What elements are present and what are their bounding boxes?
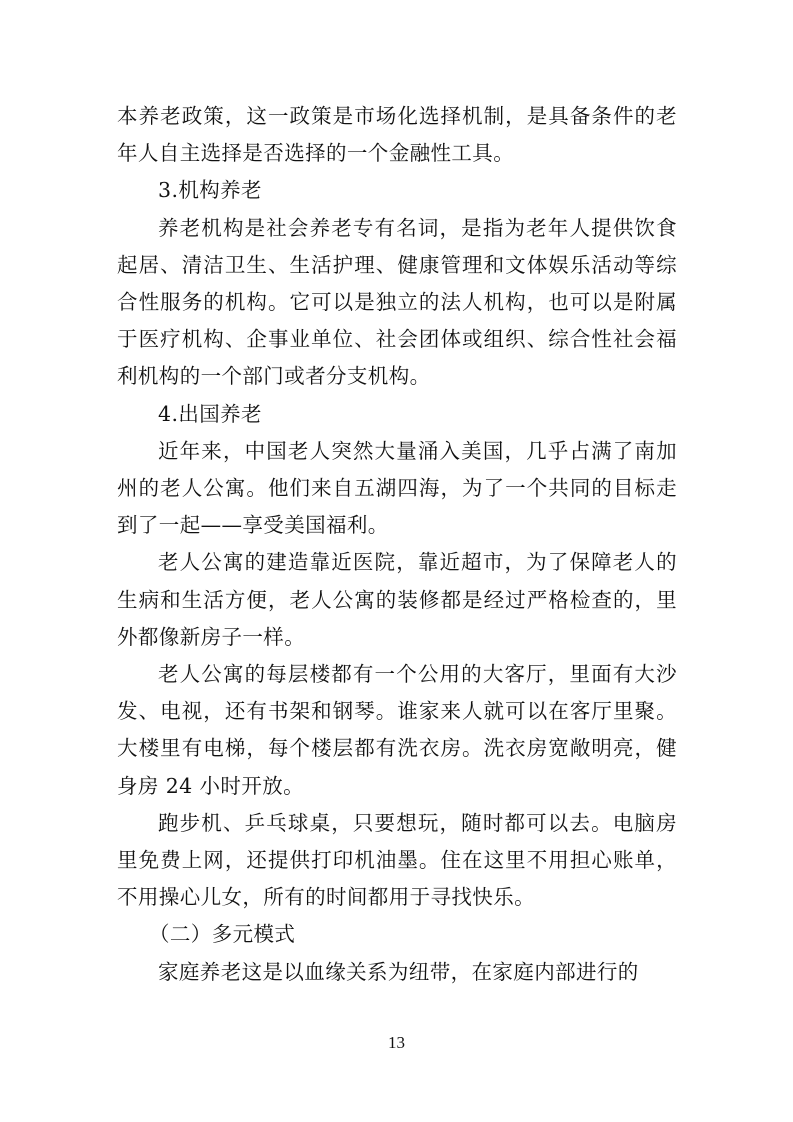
paragraph-apartment-facilities: 老人公寓的每层楼都有一个公用的大客厅，里面有大沙发、电视，还有书架和钢琴。谁家来人就可以在客厅里聚。大楼里有电梯，每个楼层都有洗衣房。洗衣房宽敞明亮，健身房 24 小时开放。 (117, 662, 677, 798)
page-number: 13 (388, 1033, 405, 1052)
paragraph-institutional-care: 养老机构是社会养老专有名词，是指为老年人提供饮食起居、清洁卫生、生活护理、健康管理和文体娱乐活动等综合性服务的机构。它可以是独立的法人机构，也可以是附属于医疗机构、企事业单位、社会团体或组织、综合性社会福利机构的一个部门或者分支机构。 (117, 215, 677, 389)
paragraph-apartment-leisure: 跑步机、乒乓球桌，只要想玩，随时都可以去。电脑房里免费上网，还提供打印机油墨。住在这里不用担心账单，不用操心儿女，所有的时间都用于寻找快乐。 (117, 810, 677, 910)
paragraph-apartment-construction: 老人公寓的建造靠近医院，靠近超市，为了保障老人的生病和生活方便，老人公寓的装修都是经过严格检查的，里外都像新房子一样。 (117, 550, 677, 649)
paragraph-family-care: 家庭养老这是以血缘关系为纽带，在家庭内部进行的 (158, 959, 639, 984)
paragraph-continuation: 本养老政策，这一政策是市场化选择机制，是具备条件的老年人自主选择是否选择的一个金融性工具。 (117, 104, 677, 166)
section-heading-institutional-care: 3.机构养老 (158, 178, 262, 203)
body-text (117, 98, 677, 991)
paragraph-overseas-intro: 近年来，中国老人突然大量涌入美国，几乎占满了南加州的老人公寓。他们来自五湖四海，为了一个共同的目标走到了一起——享受美国福利。 (117, 438, 677, 538)
section-heading-overseas-care: 4.出国养老 (158, 401, 262, 426)
section-heading-diverse-models: （二）多元模式 (149, 922, 296, 947)
